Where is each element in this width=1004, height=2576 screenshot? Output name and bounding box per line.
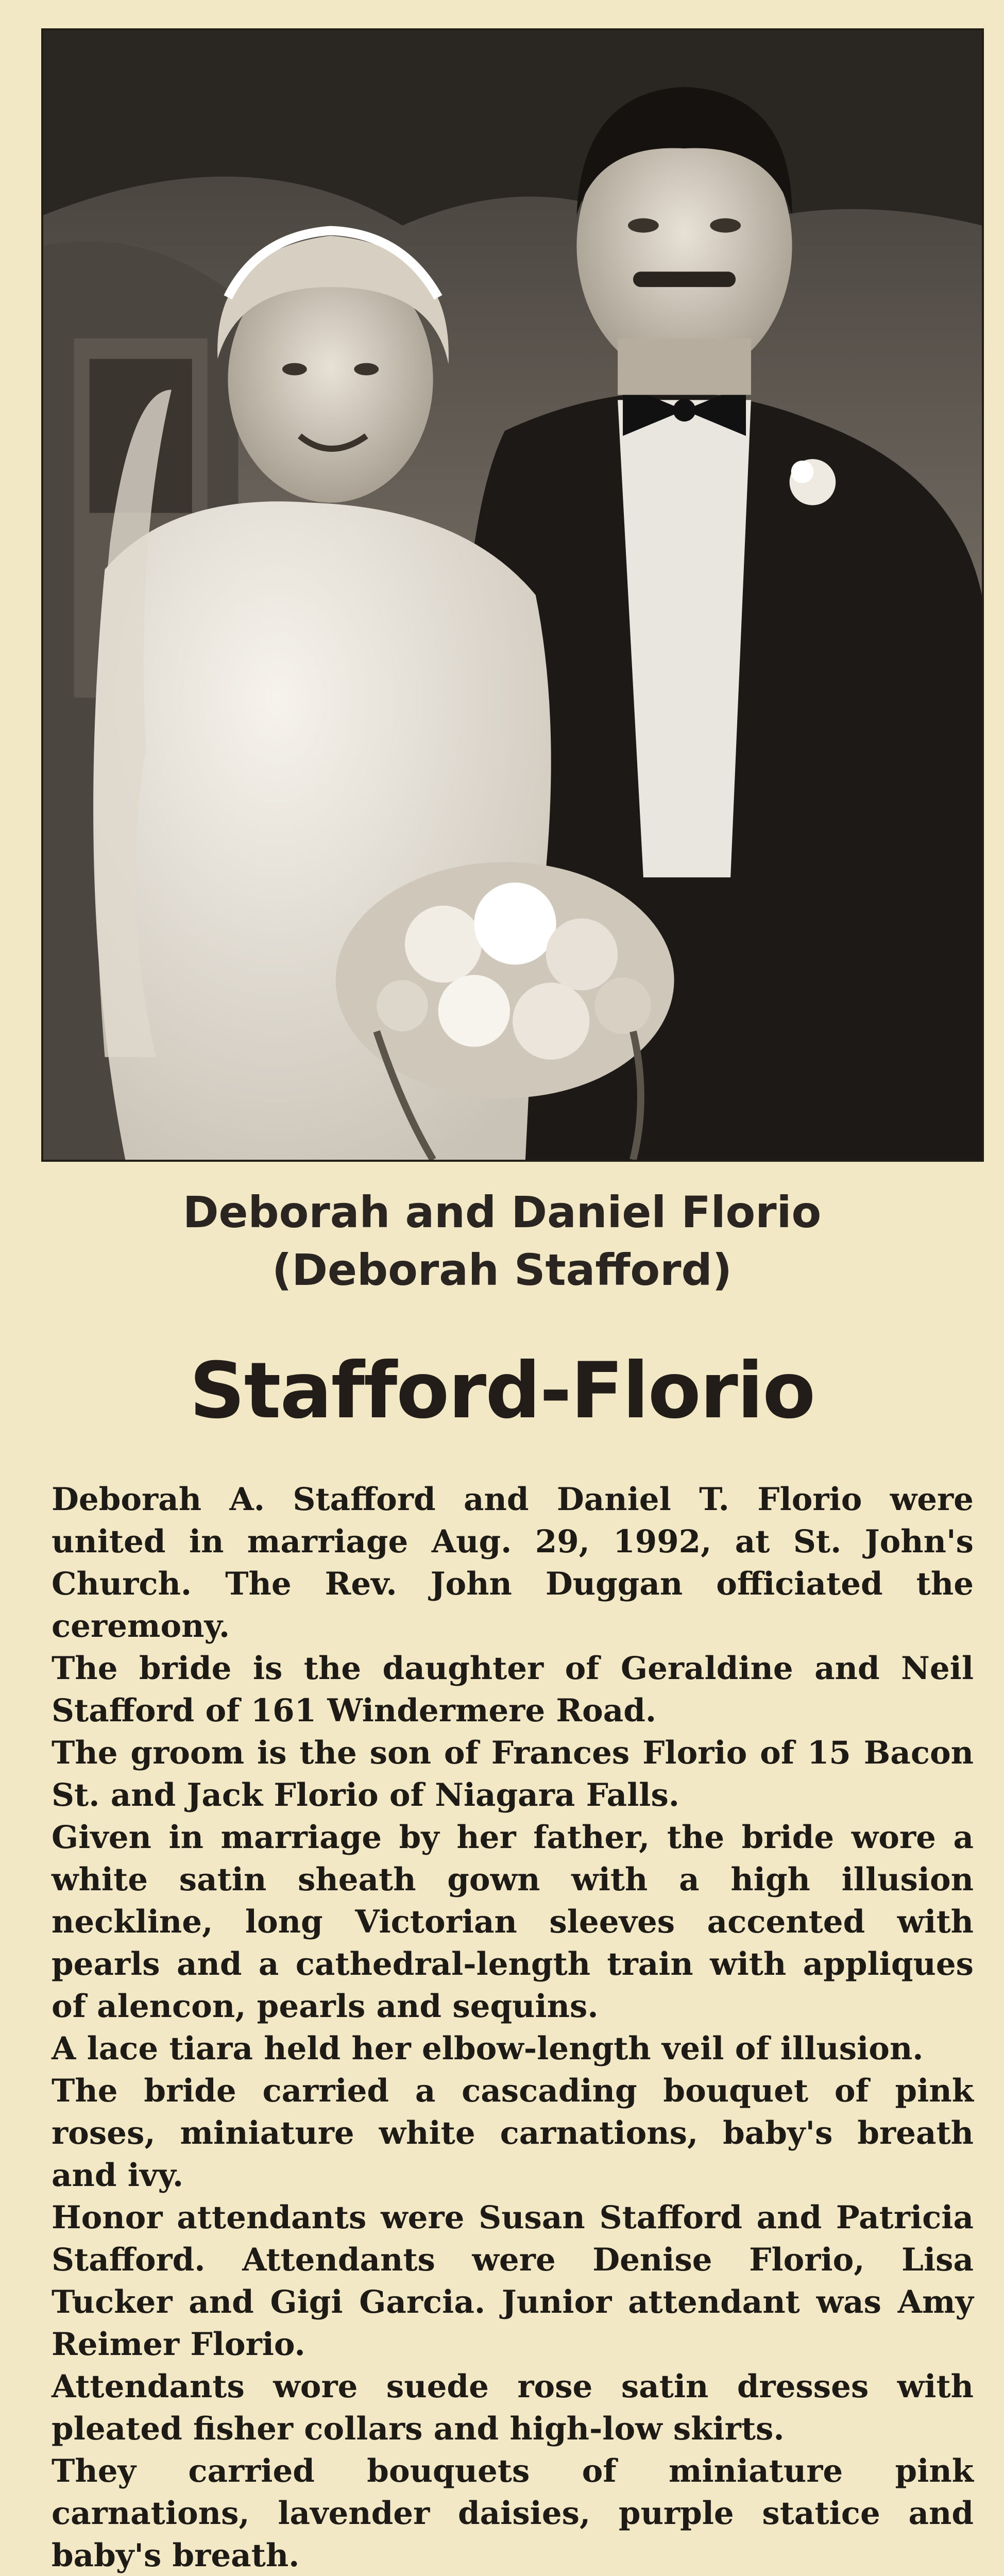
- article-paragraph: Honor attendants were Susan Stafford and Patricia Stafford. Attendants were Denise Florio, Lisa Tucker and Gigi Garcia. Junior attendant was Amy Reimer Florio.: [52, 2199, 974, 2363]
- article-paragraph: The groom is the son of Frances Florio of 15 Bacon St. and Jack Florio of Niagara Falls.: [52, 1735, 974, 1814]
- wedding-photo-image: [43, 30, 982, 1160]
- article-paragraph: A lace tiara held her elbow-length veil of illusion.: [52, 2030, 924, 2067]
- article-paragraph: The bride is the daughter of Geraldine and Neil Stafford of 161 Windermere Road.: [52, 1650, 974, 1729]
- photo-caption-maiden-name: (Deborah Stafford): [271, 1245, 733, 1295]
- article-paragraph: They carried bouquets of miniature pink carnations, lavender daisies, purple statice and baby's breath.: [52, 2453, 974, 2574]
- article-headline: Stafford-Florio: [189, 1346, 815, 1436]
- article-body: [52, 1479, 974, 2576]
- wedding-photo: [41, 28, 984, 1162]
- photo-caption-names: Deborah and Daniel Florio: [182, 1187, 822, 1238]
- article-paragraph: Attendants wore suede rose satin dresses with pleated fisher collars and high-low skirts.: [52, 2368, 974, 2447]
- article-paragraph: Deborah A. Stafford and Daniel T. Florio were united in marriage Aug. 29, 1992, at St. John's Church. The Rev. John Duggan officiated the ceremony.: [52, 1481, 974, 1645]
- article-paragraph: Given in marriage by her father, the bride wore a white satin sheath gown with a high illusion neckline, long Victorian sleeves accented with pearls and a cathedral-length train with appliques of alencon, pearls and sequins.: [52, 1819, 974, 2025]
- article-paragraph: The bride carried a cascading bouquet of pink roses, miniature white carnations, baby's breath and ivy.: [52, 2073, 974, 2194]
